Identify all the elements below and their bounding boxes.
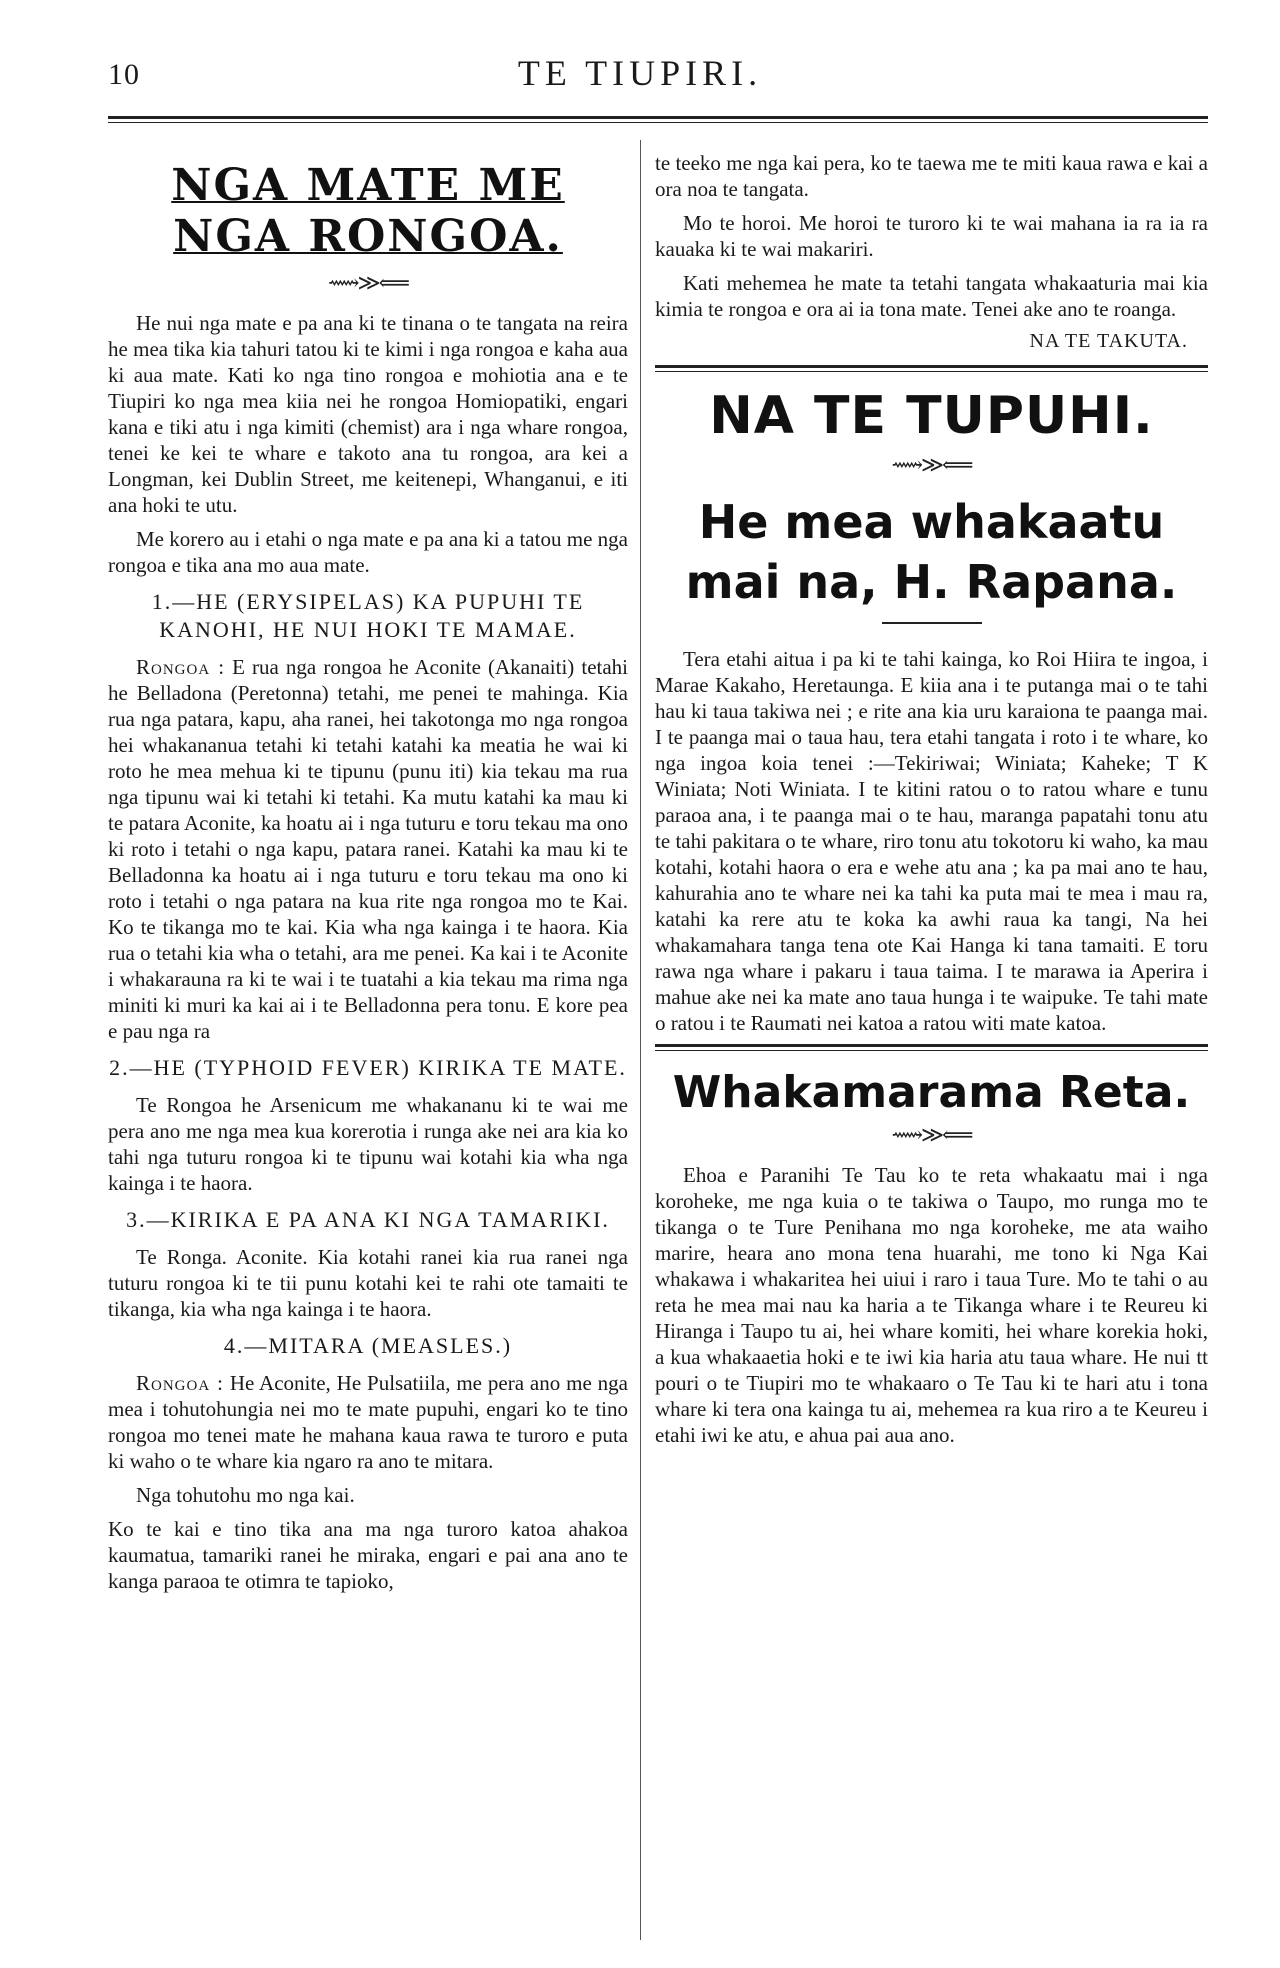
short-rule (882, 622, 982, 624)
page-number: 10 (108, 58, 140, 91)
continued-paragraph-2: Mo te horoi. Me horoi te turoro ki te wai mahana ia ra ia ra kauaka ki te wai makariri. (655, 211, 1208, 261)
top-rule (108, 116, 1208, 123)
section-rule-1 (655, 365, 1208, 372)
section-title-reta: Whakamarama Reta. (672, 1067, 1191, 1118)
intro-paragraph-2: Me korero au i etahi o nga mate e pa ana ki a tatou me nga rongoa e tika ana mo aua mate. (108, 527, 628, 577)
left-column (108, 150, 628, 1602)
remedy-text-1: E rua nga rongoa he Aconite (Akanaiti) tetahi he Belladona (Peretonna) tetahi, me penei te mahinga. Kia rua nga patara, kapu, aha ranei, hei takotonga mo nga rongoa hei whakananua tetahi ki tetahi katahi ka meatia he wai ki roto he mea mehua ki te tipunu (punu iti) kia tekau ma rua nga tipunu wai ki tetahi ki tetahi. Ka mutu katahi ka mau ki te patara Aconite, ka hoatu ai i nga tuturu e toru tekau ma ono ki roto i tetahi o nga kapu, patara ranei. Katahi ka mau ki te Belladonna ka hoatu ai i nga tuturu e toru tekau ma ono ki roto i tetahi o nga patara na kua rite nga rongoa mo te Kai. Ko te tikanga mo te kai. Kia wha nga kainga i te haora. Kia rua o tetahi kia wha o tetahi, ara me penei. Ka kai i te Aconite i whakarauna ra ki te wai i te tuatahi a kia tekau ma rima nga miniti ki muri ka kai ai i te Belladonna pera tonu. E kore pea e pau nga ra (108, 655, 628, 1043)
column-divider (640, 140, 641, 1940)
diet-paragraph: Ko te kai e tino tika ana ma nga turoro katoa ahakoa kaumatua, tamariki ranei he miraka, engari e pai ana ano te kanga paraoa te otimra te tapioko, (108, 1517, 628, 1593)
tupuhi-paragraph: Tera etahi aitua i pa ki te tahi kainga, ko Roi Hiira te ingoa, i Marae Kakaho, Heretaunga. E kiia ana i te putanga mai o te tahi hau ki taua takiwa nei ; e rite ana kia uru karaiona te paanga mai. I te paanga mai o taua hau, tera etahi tangata i roto i te whare, ko nga ingoa koia tenei :—Tekiriwai; Winiata; Kaheke; T K Winiata; Noti Winiata. I te kitini ratou o to ratou whare e tunu paraoa ana, i te paanga mai o te hau, maranga papatahi tonu atu te tahi pakitara o te whare, riro tonu atu tokotoru ki waho, ka mau kotahi, kotahi haora o era e wehe atu ana ; ka pa mai ano te hau, kahurahia ano te whare nei ka tahi ka puta mai te mea i mau ra, katahi ka rere atu te koka ka awhi raua ka tangi, Na hei whakamahara tanga tena ote Kai Hanga ki tana tamaiti. E toru rawa nga whare i pakaru i taua taima. I te marawa ia Aperira i mahue ake nei ka mate ano taua hunga i te waipuke. Te tahi mate o ratou i te Raumati nei katoa a ratou witi mate katoa. (655, 647, 1208, 1035)
rongoa-label: Rongoa : (136, 655, 226, 679)
section-heading-4: 4.—MITARA (MEASLES.) (223, 1333, 513, 1358)
continued-paragraph-1: te teeko me nga kai pera, ko te taewa me te miti kaua rawa e kai a ora noa te tangata. (655, 151, 1208, 201)
running-head: TE TIUPIRI. (517, 53, 763, 93)
rongoa-label-2: Rongoa : (136, 1371, 224, 1395)
section-heading-3: 3.—KIRIKA E PA ANA KI NGA TAMARIKI. (126, 1207, 610, 1232)
section-subtitle: He mea whakaatu mai na, H. Rapana. (685, 495, 1178, 609)
ornament-divider-3: ⟿≫⟸ (891, 1122, 972, 1147)
reta-paragraph: Ehoa e Paranihi Te Tau ko te reta whakaatu mai i nga koroheke, me nga kuia o te takiwa o Taupo, mo runga mo te tikanga o te Ture Penihana mo nga koroheke, me ata waiho marire, heara ano mona tena huarahi, me tono ki Nga Kai whakawa i whakaritea hei uiui i raro i taua Ture. Mo te tahi o au reta he mea mai nau ka haria a te Tikanga whare i te Reureu ki Hiranga i Taupo tu ai, hei whare komiti, hei whare korekia hoki, a kua whakaaetia hoki e te iwi kia haria atu taua whare. He nui tt pouri o te Tiupiri mo te whakaaro o Te Tau ki te hari atu i tona whare ki tera ona kainga tu ai, mehemea ra kua riro a te Keureu i etahi iwi ke atu, e ahua pai aua ano. (655, 1163, 1208, 1447)
ornament-divider-2: ⟿≫⟸ (891, 452, 972, 477)
article-signature: NA TE TAKUTA. (1029, 330, 1188, 352)
remedy-paragraph-3: Te Ronga. Aconite. Kia kotahi ranei kia rua ranei nga tuturu rongoa ki te tii punu kotahi kei te rahi ote tamaiti te tikanga, kia wha nga kainga i te haora. (108, 1245, 628, 1321)
remedy-paragraph-1 (108, 654, 628, 1044)
right-column (655, 150, 1208, 1456)
remedy-paragraph-2: Te Rongoa he Arsenicum me whakananu ki te wai me pera ano me nga mea kua korerotia i runga ake nei ara kia ko tahi nga tuturu rongoa ki te tipunu wai kotahi kia wha nga kainga i te haora. (108, 1093, 628, 1195)
section-heading-2: 2.—HE (TYPHOID FEVER) KIRIKA TE MATE. (109, 1055, 627, 1080)
section-heading-1: 1.—HE (ERYSIPELAS) KA PUPUHI TE KANOHI, HE NUI HOKI TE MAMAE. (151, 589, 585, 642)
ornament-divider: ⟿≫⟸ (327, 270, 409, 295)
article-title: NGA MATE ME NGA RONGOA. (171, 160, 565, 262)
intro-paragraph: He nui nga mate e pa ana ki te tinana o te tangata na reira he mea tika kia tahuri tatou ki te kimi i nga rongoa e kaha aua ki aua mate. Kati ko nga tino rongoa e mohiotia ana e te Tiupiri ko nga mea kiia nei he rongoa Homiopatiki, engari kana e tiki atu i nga kimiti (chemist) ara i nga whare rongoa, tenei ke kei te whare e takoto ana tu rongoa, ara kei a Longman, kei Dublin Street, me keitenepi, Whanganui, e iti ana hoki te utu. (108, 311, 628, 517)
remedy-paragraph-4 (108, 1370, 628, 1474)
remedy-text-4: He Aconite, He Pulsatiila, me pera ano me nga mea i tohutohungia nei mo te mate pupuhi, engari ko te tino rongoa mo tenei mate he mahana kaua rawa te turoro e puta ki waho o te whare kia ngaro ra ano te mitara. (108, 1371, 629, 1473)
section-title-tupuhi: NA TE TUPUHI. (709, 386, 1154, 446)
continued-paragraph-3: Kati mehemea he mate ta tetahi tangata whakaaturia mai kia kimia te rongoa e ora ai ia tona mate. Tenei ake ano te roanga. (655, 271, 1208, 321)
section-rule-2 (655, 1044, 1208, 1051)
diet-heading: Nga tohutohu mo nga kai. (136, 1483, 355, 1507)
